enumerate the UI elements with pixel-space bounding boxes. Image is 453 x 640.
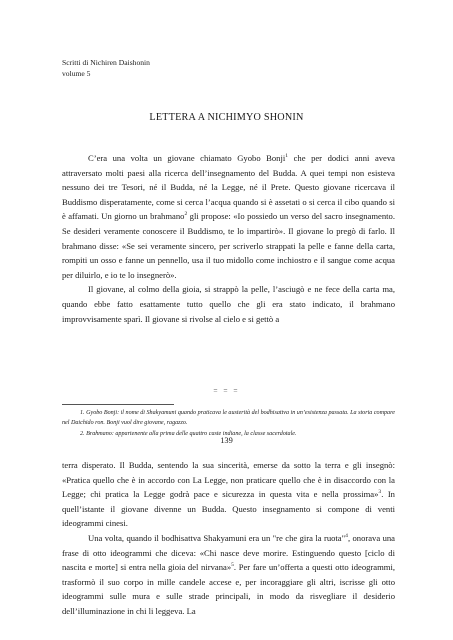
paragraph: Il giovane, al colmo della gioia, si strappò la pelle, l’asciugò e ne fece della carta ma, quando ebbe fatto esattamente tutto quello che gli era stato indicato, il brahmano improvvisamente sparì. Il giovane si rivolse al cielo e si gettò a: [62, 284, 395, 324]
body-text-bottom: [62, 458, 395, 619]
section-separator: = = =: [213, 386, 240, 395]
footnote-ref-4: 4: [345, 533, 348, 540]
paragraph: [62, 458, 395, 531]
paragraph-text: Una volta, quando il bodhisattva Shakyamuni era un "re che gira la ruota": [88, 532, 346, 543]
paragraph-text: che per dodici anni aveva attraversato molti paesi alla ricerca dell’insegnamento del Budda. A quei tempi non esisteva nessuno dei tre Tesori, né il Budda, né la Legge, né il Prete. Questo giovane ricercava il Buddismo disperatamente, come si cerca l’acqua quando si è assetati o si cerca il cibo quando si è affamati. Un giorno un brahmano: [62, 153, 395, 222]
paragraph-text: . Per fare un’offerta a questi otto ideogrammi, trasformò il suo corpo in mille candele accese e, per incoraggiare gli altri, iscrisse gli otto ideogrammi sulle mura e sulle strade principali, in modo da risvegliare il desiderio dell’illuminazione in chi li leggeva. La: [62, 562, 395, 616]
header-volume: volume 5: [62, 69, 91, 78]
footnote-ref-2: 2: [184, 211, 188, 218]
paragraph-text: C’era una volta un giovane chiamato Gyobo Bonji: [88, 153, 286, 163]
paragraph-text: gli propose: «Io possiedo un verso del sacro insegnamento. Se desideri veramente conoscere il Buddismo, te lo impartirò». Il giovane lo pregò di farlo. Il brahmano disse: «Se sei veramente sincero, per scriverlo strappati la pelle e fanne della carta, rompiti un osso e fanne un pennello, usa il tuo midollo come inchiostro e il sangue come acqua per diluirlo, e io te lo insegnerò».: [62, 211, 395, 280]
footnote-divider: [62, 404, 174, 405]
footnote-ref-5: 5: [231, 562, 234, 569]
running-header: [62, 57, 150, 79]
body-text-top: [62, 151, 395, 326]
footnote-ref-1: 1: [285, 153, 289, 160]
header-book-title: Scritti di Nichiren Daishonin: [62, 58, 150, 67]
paragraph-text: , onorava una frase di otto ideogrammi che diceva: «Chi nasce deve morire. Estinguendo questo [ciclo di nascita e morte] si entra nella gioia del nirvana»: [62, 532, 395, 573]
paragraph: [62, 531, 395, 619]
page-number: 139: [220, 436, 233, 445]
footnote-ref-3: 3: [378, 489, 382, 496]
paragraph-text: . In quell’istante il giovane divenne un Budda. Questo insegnamento si compone di venti ideogrammi cinesi.: [62, 489, 395, 529]
footnote-2: 2. Brahmano: appartenente alla prima delle quattro caste indiane, la classe sacerdotale.: [80, 430, 297, 437]
paragraph: [62, 151, 395, 282]
paragraph-text: terra disperato. Il Budda, sentendo la sua sincerità, emerse da sotto la terra e gli insegnò: «Pratica quello che è in accordo con La Legge, non praticare quello che è in disaccordo con la Legge; chi pratica la Legge godrà pace e sicurezza in questa vita e nella prossima»: [62, 460, 395, 500]
footnotes: [62, 408, 395, 439]
letter-title: LETTERA A NICHIMYO SHONIN: [149, 112, 304, 123]
footnote-1: 1. Gyobo Bonji: il nome di Shakyamuni quando praticava le austerità del bodhisattva in un’esistenza passata. La storia compare nel Daichido ron. Bonji vuol dire giovane, ragazzo.: [62, 410, 395, 427]
